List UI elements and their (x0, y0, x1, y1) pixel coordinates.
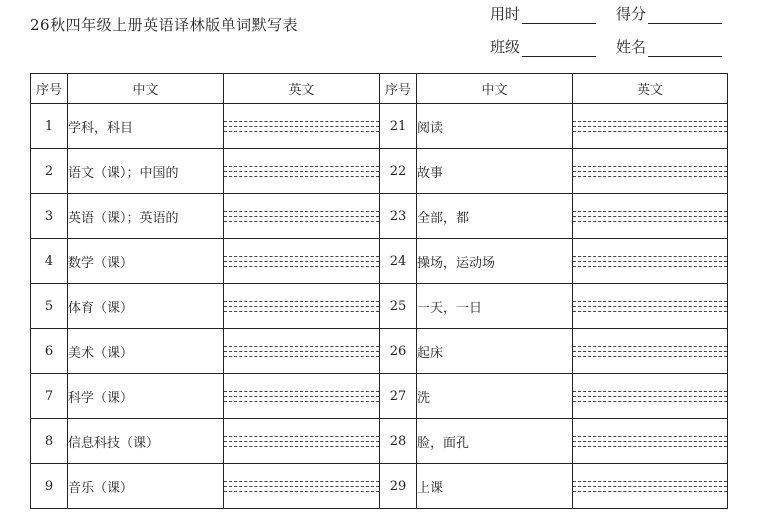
dashed-line (224, 266, 379, 267)
dashed-line (573, 351, 727, 352)
dashed-line (224, 301, 379, 302)
dashed-line (573, 446, 727, 447)
chinese-word-right: 阅读 (417, 104, 573, 149)
english-answer-left[interactable] (224, 464, 380, 509)
dashed-line (573, 126, 727, 127)
writing-lines[interactable] (573, 464, 727, 508)
row-number-right: 25 (380, 284, 417, 329)
dashed-line (573, 306, 727, 307)
chinese-word-right: 洗 (417, 374, 573, 419)
dashed-line (224, 211, 379, 212)
writing-lines[interactable] (224, 149, 379, 193)
english-answer-right[interactable] (573, 239, 728, 284)
header-cn-left: 中文 (68, 74, 224, 104)
table-row (31, 329, 728, 374)
row-number-left: 7 (31, 374, 68, 419)
chinese-word-left: 数学（课） (68, 239, 224, 284)
dashed-line (573, 121, 727, 122)
dashed-line (573, 391, 727, 392)
header-no-right: 序号 (380, 74, 417, 104)
dashed-line (573, 311, 727, 312)
row-number-right: 29 (380, 464, 417, 509)
score-field[interactable] (616, 3, 722, 24)
writing-lines[interactable] (224, 239, 379, 283)
english-answer-right[interactable] (573, 194, 728, 239)
writing-lines[interactable] (573, 374, 727, 418)
table-row (31, 374, 728, 419)
row-number-left: 1 (31, 104, 68, 149)
dashed-line (573, 216, 727, 217)
english-answer-left[interactable] (224, 374, 380, 419)
time-field[interactable] (490, 3, 596, 24)
chinese-word-left: 科学（课） (68, 374, 224, 419)
dashed-line (573, 486, 727, 487)
chinese-word-right: 脸，面孔 (417, 419, 573, 464)
class-label: 班级 (490, 38, 521, 56)
dashed-line (573, 491, 727, 492)
vocabulary-table (30, 73, 728, 509)
english-answer-left[interactable] (224, 194, 380, 239)
dashed-line (573, 176, 727, 177)
dashed-line (224, 391, 379, 392)
page-title: 26秋四年级上册英语译林版单词默写表 (30, 16, 299, 34)
header-no-left: 序号 (31, 74, 68, 104)
dashed-line (573, 266, 727, 267)
dashed-line (224, 396, 379, 397)
dashed-line (573, 356, 727, 357)
row-number-right: 22 (380, 149, 417, 194)
name-field[interactable] (616, 36, 722, 57)
chinese-word-right: 上课 (417, 464, 573, 509)
english-answer-left[interactable] (224, 239, 380, 284)
dashed-line (573, 221, 727, 222)
dashed-line (224, 126, 379, 127)
chinese-word-left: 学科，科目 (68, 104, 224, 149)
table-row (31, 284, 728, 329)
dashed-line (224, 491, 379, 492)
chinese-word-right: 故事 (417, 149, 573, 194)
name-label: 姓名 (616, 38, 647, 56)
english-answer-right[interactable] (573, 464, 728, 509)
chinese-word-left: 音乐（课） (68, 464, 224, 509)
dashed-line (224, 481, 379, 482)
writing-lines[interactable] (573, 149, 727, 193)
header-en-left: 英文 (224, 74, 380, 104)
writing-lines[interactable] (224, 464, 379, 508)
chinese-word-left: 语文（课）；中国的 (68, 149, 224, 194)
writing-lines[interactable] (573, 284, 727, 328)
row-number-right: 26 (380, 329, 417, 374)
writing-lines[interactable] (224, 194, 379, 238)
english-answer-left[interactable] (224, 329, 380, 374)
chinese-word-left: 英语（课）；英语的 (68, 194, 224, 239)
dashed-line (224, 311, 379, 312)
writing-lines[interactable] (573, 239, 727, 283)
english-answer-right[interactable] (573, 329, 728, 374)
dashed-line (224, 356, 379, 357)
row-number-right: 24 (380, 239, 417, 284)
writing-lines[interactable] (573, 194, 727, 238)
writing-lines[interactable] (224, 329, 379, 373)
chinese-word-left: 美术（课） (68, 329, 224, 374)
chinese-word-left: 信息科技（课） (68, 419, 224, 464)
dashed-line (224, 256, 379, 257)
header-en-right: 英文 (573, 74, 728, 104)
chinese-word-left: 体育（课） (68, 284, 224, 329)
english-answer-right[interactable] (573, 104, 728, 149)
dashed-line (573, 346, 727, 347)
row-number-right: 23 (380, 194, 417, 239)
english-answer-right[interactable] (573, 374, 728, 419)
dashed-line (224, 351, 379, 352)
dashed-line (573, 436, 727, 437)
dashed-line (224, 436, 379, 437)
dashed-line (224, 306, 379, 307)
english-answer-right[interactable] (573, 419, 728, 464)
writing-lines[interactable] (224, 419, 379, 463)
row-number-left: 8 (31, 419, 68, 464)
dashed-line (224, 486, 379, 487)
dashed-line (224, 171, 379, 172)
chinese-word-right: 操场，运动场 (417, 239, 573, 284)
dashed-line (573, 441, 727, 442)
dashed-line (573, 301, 727, 302)
dashed-line (224, 446, 379, 447)
dashed-line (224, 221, 379, 222)
dashed-line (573, 131, 727, 132)
chinese-word-right: 一天，一日 (417, 284, 573, 329)
dashed-line (224, 346, 379, 347)
dashed-line (224, 176, 379, 177)
dashed-line (573, 396, 727, 397)
english-answer-right[interactable] (573, 149, 728, 194)
row-number-left: 5 (31, 284, 68, 329)
dashed-line (224, 166, 379, 167)
writing-lines[interactable] (573, 329, 727, 373)
row-number-right: 27 (380, 374, 417, 419)
dashed-line (573, 171, 727, 172)
dashed-line (224, 441, 379, 442)
table-row (31, 149, 728, 194)
english-answer-left[interactable] (224, 419, 380, 464)
row-number-right: 21 (380, 104, 417, 149)
table-header-row (31, 74, 728, 104)
time-blank[interactable] (522, 9, 596, 24)
row-number-right: 28 (380, 419, 417, 464)
name-blank[interactable] (648, 42, 722, 57)
dashed-line (573, 261, 727, 262)
dashed-line (224, 121, 379, 122)
row-number-left: 3 (31, 194, 68, 239)
english-answer-right[interactable] (573, 284, 728, 329)
writing-lines[interactable] (224, 374, 379, 418)
writing-lines[interactable] (224, 284, 379, 328)
dashed-line (573, 211, 727, 212)
score-label: 得分 (616, 5, 647, 23)
row-number-left: 6 (31, 329, 68, 374)
writing-lines[interactable] (573, 104, 727, 148)
dashed-line (224, 261, 379, 262)
chinese-word-right: 全部，都 (417, 194, 573, 239)
english-answer-left[interactable] (224, 149, 380, 194)
dashed-line (224, 216, 379, 217)
class-blank[interactable] (522, 42, 596, 57)
score-blank[interactable] (648, 9, 722, 24)
writing-lines[interactable] (573, 419, 727, 463)
table-row (31, 104, 728, 149)
dashed-line (573, 256, 727, 257)
table-row (31, 464, 728, 509)
dashed-line (573, 166, 727, 167)
english-answer-left[interactable] (224, 104, 380, 149)
table-row (31, 239, 728, 284)
table-row (31, 194, 728, 239)
english-answer-left[interactable] (224, 284, 380, 329)
dashed-line (573, 481, 727, 482)
dashed-line (224, 401, 379, 402)
header-cn-right: 中文 (417, 74, 573, 104)
dashed-line (573, 401, 727, 402)
writing-lines[interactable] (224, 104, 379, 148)
row-number-left: 4 (31, 239, 68, 284)
table-row (31, 419, 728, 464)
row-number-left: 9 (31, 464, 68, 509)
time-label: 用时 (490, 5, 521, 23)
class-field[interactable] (490, 36, 596, 57)
chinese-word-right: 起床 (417, 329, 573, 374)
dashed-line (224, 131, 379, 132)
row-number-left: 2 (31, 149, 68, 194)
